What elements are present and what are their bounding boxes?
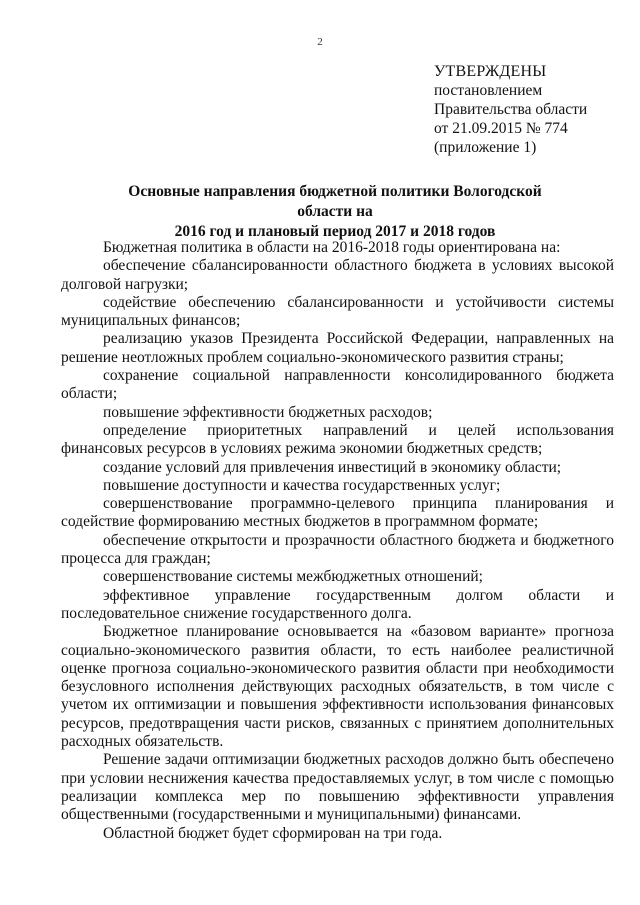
list-item: совершенствование программно-целевого принципа планирования и содействие формированию местных бюджетов в программном формате; bbox=[61, 495, 614, 531]
list-item: содействие обеспечению сбалансированности и устойчивости системы муниципальных финансов; bbox=[61, 293, 614, 330]
list-item: эффективное управление государственным долгом области и последовательное снижение государственного долга. bbox=[61, 586, 614, 622]
list-item: повышение эффективности бюджетных расходов; bbox=[103, 403, 433, 421]
approval-stamp bbox=[434, 62, 587, 157]
list-item: реализацию указов Президента Российской Федерации, направленных на решение неотложных проблем социально-экономического развития страны; bbox=[61, 330, 614, 366]
page-number: 2 bbox=[317, 36, 323, 48]
approval-line-3: от 21.09.2015 № 774 bbox=[434, 120, 568, 137]
approval-title: УТВЕРЖДЕНЫ bbox=[434, 63, 547, 80]
list-item: обеспечение сбалансированности областного бюджета в условиях высокой долговой нагрузки; bbox=[61, 257, 614, 293]
body-paragraph: Решение задачи оптимизации бюджетных расходов должно быть обеспечено при условии неснижения качества предоставляемых услуг, в том числе с помощью реализации комплекса мер по повышению эффективности управления общественными (государственными и муниципальными) финансами. bbox=[61, 751, 614, 824]
intro-paragraph: Бюджетная политика в области на 2016-2018 годы ориентирована на: bbox=[103, 239, 561, 256]
list-item: создание условий для привлечения инвестиций в экономику области; bbox=[103, 458, 562, 476]
list-item: сохранение социальной направленности консолидированного бюджета области; bbox=[61, 367, 614, 403]
approval-line-2: Правительства области bbox=[434, 101, 588, 118]
body-paragraph: Областной бюджет будет сформирован на три года. bbox=[103, 824, 443, 842]
approval-line-4: (приложение 1) bbox=[434, 139, 537, 156]
list-item: определение приоритетных направлений и целей использования финансовых ресурсов в условиях режима экономии бюджетных средств; bbox=[61, 421, 614, 458]
document-title bbox=[105, 182, 565, 242]
document-title-line-2: 2016 год и плановый период 2017 и 2018 годов bbox=[174, 223, 496, 240]
document-body bbox=[61, 239, 614, 843]
document-title-line-1: Основные направления бюджетной политики Вологодской области на bbox=[128, 183, 542, 220]
list-item: совершенствование системы межбюджетных отношений; bbox=[103, 568, 483, 586]
list-item: обеспечение открытости и прозрачности областного бюджета и бюджетного процесса для граждан; bbox=[61, 531, 614, 568]
approval-line-1: постановлением bbox=[434, 82, 543, 99]
body-paragraph: Бюджетное планирование основывается на «базовом варианте» прогноза социально-экономического развития области, то есть наиболее реалистичной оценке прогноза социально-экономического развития области при необходимости безусловного исполнения действующих расходных обязательств, в том числе с учетом их оптимизации и повышения эффективности использования финансовых ресурсов, предотвращения части рисков, связанных с принятием дополнительных расходных обязательств. bbox=[61, 623, 614, 751]
list-item: повышение доступности и качества государственных услуг; bbox=[103, 476, 501, 494]
